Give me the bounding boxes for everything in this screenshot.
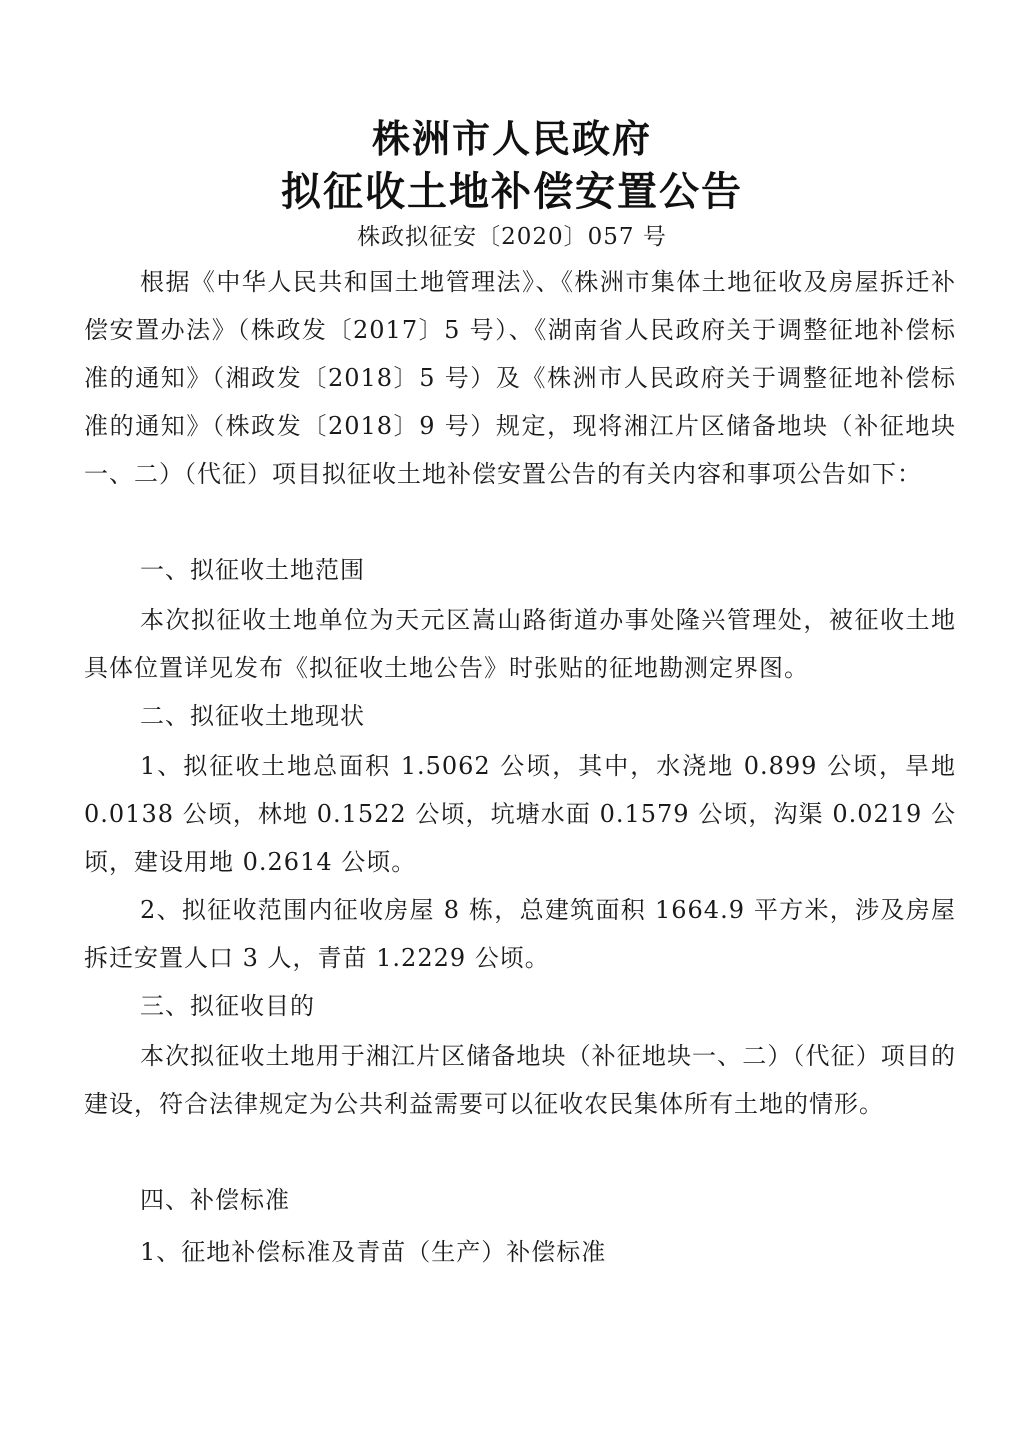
section-2-item-1: 1、拟征收土地总面积 1.5062 公顷，其中，水浇地 0.899 公顷，旱地 0.0138 公顷，林地 0.1522 公顷，坑塘水面 0.1579 公顷，沟渠 0.0219 公顷，建设用地 0.2614 公顷。 [84,752,956,876]
section-4-heading: 四、补偿标准 [140,1186,290,1214]
document-number: 株政拟征安〔2020〕057 号 [357,224,667,250]
section-2-item-2: 2、拟征收范围内征收房屋 8 栋，总建筑面积 1664.9 平方米，涉及房屋拆迁安置人口 3 人，青苗 1.2229 公顷。 [84,896,956,972]
section-1-heading: 一、拟征收土地范围 [140,556,365,584]
document-title-issuer: 株洲市人民政府 [371,116,652,161]
section-3-heading: 三、拟征收目的 [140,992,315,1020]
section-1-paragraph: 本次拟征收土地单位为天元区嵩山路街道办事处隆兴管理处，被征收土地具体位置详见发布《拟征收土地公告》时张贴的征地勘测定界图。 [84,606,956,682]
intro-paragraph: 根据《中华人民共和国土地管理法》、《株洲市集体土地征收及房屋拆迁补偿安置办法》（株政发〔2017〕5 号）、《湖南省人民政府关于调整征地补偿标准的通知》（湘政发〔2018〕5 号）及《株洲市人民政府关于调整征地补偿标准的通知》（株政发〔2018〕9 号）规定，现将湘江片区储备地块（补征地块一、二）（代征）项目拟征收土地补偿安置公告的有关内容和事项公告如下： [84,268,956,488]
section-2-heading: 二、拟征收土地现状 [140,702,365,730]
section-3-paragraph: 本次拟征收土地用于湘江片区储备地块（补征地块一、二）（代征）项目的建设，符合法律规定为公共利益需要可以征收农民集体所有土地的情形。 [84,1042,956,1118]
section-4-item-1: 1、征地补偿标准及青苗（生产）补偿标准 [140,1238,607,1266]
document-title: 拟征收土地补偿安置公告 [281,168,743,215]
